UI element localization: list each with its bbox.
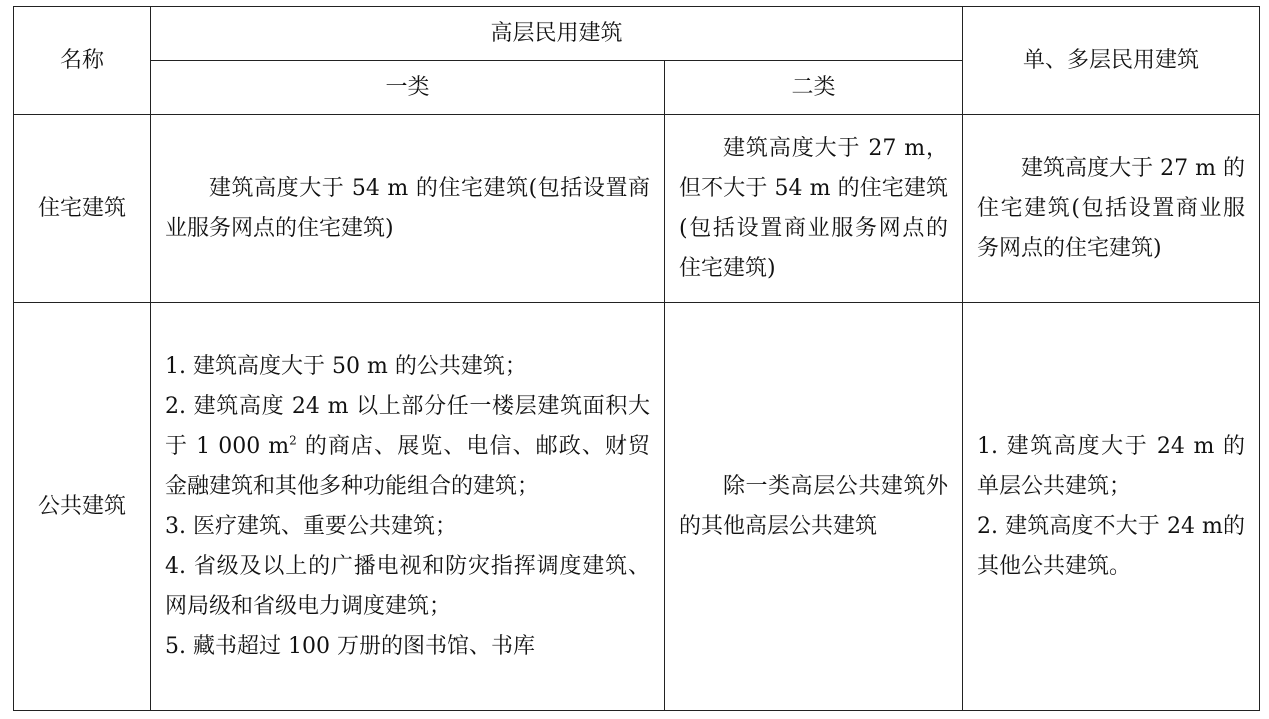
list-item: 5. 藏书超过 100 万册的图书馆、书库 (165, 633, 535, 659)
residential-lowrise-cell (963, 115, 1260, 303)
list-item-text-tail: 的商店、展览、电信、邮政、财贸金融建筑和其他多种功能组合的建筑； (165, 433, 650, 499)
header-name-label: 名称 (59, 47, 104, 73)
list-item (165, 387, 650, 507)
public-class1-list (151, 347, 664, 667)
list-item-text: 2. 建筑高度 24 m 以上部分任一楼层建筑面积大于 1 000 m (165, 393, 650, 459)
list-item: 1. 建筑高度大于 24 m 的单层公共建筑； (977, 433, 1246, 499)
header-class2-label: 二类 (791, 74, 836, 100)
public-lowrise-list (963, 427, 1259, 587)
public-label-cell (14, 303, 151, 711)
residential-row (14, 115, 1260, 303)
residential-class2-text: 建筑高度大于 27 m，但不大于 54 m 的住宅建筑(包括设置商业服务网点的住宅建筑) (679, 135, 949, 281)
residential-class1-cell (151, 115, 665, 303)
public-label: 公共建筑 (37, 493, 126, 519)
public-class1-cell (151, 303, 665, 711)
residential-label-cell (14, 115, 151, 303)
public-row (14, 303, 1260, 711)
superscript-2: 2 (289, 433, 297, 448)
header-name-cell (14, 7, 151, 115)
header-highrise-label: 高层民用建筑 (490, 20, 623, 46)
list-item: 3. 医疗建筑、重要公共建筑； (165, 513, 457, 539)
public-class2-text: 除一类高层公共建筑外的其他高层公共建筑 (679, 473, 949, 539)
public-class2-cell (665, 303, 963, 711)
list-item: 1. 建筑高度大于 50 m 的公共建筑； (165, 353, 527, 379)
header-class1-label: 一类 (385, 74, 430, 100)
classification-table-container (13, 6, 1259, 710)
header-class1-cell (151, 61, 665, 115)
residential-lowrise-text: 建筑高度大于 27 m 的住宅建筑(包括设置商业服务网点的住宅建筑) (977, 155, 1246, 261)
header-class2-cell (665, 61, 963, 115)
header-row-1 (14, 7, 1260, 61)
residential-class1-text: 建筑高度大于 54 m 的住宅建筑(包括设置商业服务网点的住宅建筑) (165, 175, 650, 241)
list-item: 2. 建筑高度不大于 24 m的其他公共建筑。 (977, 513, 1246, 579)
header-lowrise-cell (963, 7, 1260, 115)
residential-class2-cell (665, 115, 963, 303)
header-lowrise-label: 单、多层民用建筑 (1023, 47, 1200, 73)
list-item: 4. 省级及以上的广播电视和防灾指挥调度建筑、网局级和省级电力调度建筑； (165, 553, 650, 619)
building-classification-table (13, 6, 1260, 711)
residential-label: 住宅建筑 (37, 195, 126, 221)
header-highrise-cell (151, 7, 963, 61)
public-lowrise-cell (963, 303, 1260, 711)
